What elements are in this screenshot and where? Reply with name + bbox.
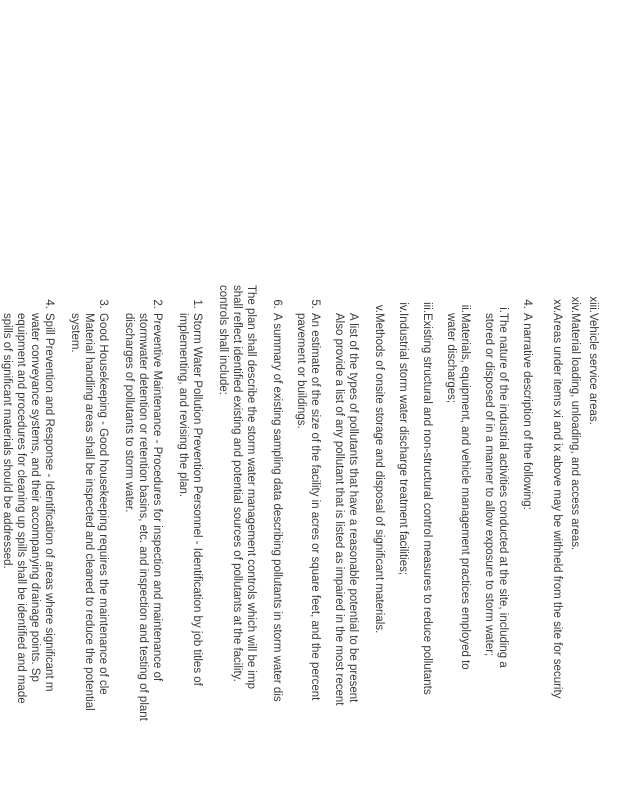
list-item-text: Methods of onsite storage and disposal of significant materials.: [373, 313, 385, 634]
list-item-text: Good Housekeeping - Good housekeeping requires the maintenance of cle: [97, 313, 109, 695]
list-marker: ii.: [459, 304, 471, 313]
list-marker: xiii.: [587, 296, 599, 313]
list-item-continuation: [136, 285, 150, 800]
list-marker: i.: [497, 307, 509, 313]
list-marker: v.: [373, 304, 385, 313]
paragraph-line: [230, 285, 244, 800]
list-item-continuation: [122, 285, 136, 800]
section-text: A summary of existing sampling data describing pollutants in storm water dis: [271, 313, 283, 702]
list-item: [150, 285, 164, 800]
paragraph-line: [216, 285, 230, 800]
list-item-text: stored or disposed of in a manner to allow exposure to storm water;: [483, 313, 495, 657]
list-item-text: implementing, and revising the plan.: [177, 313, 189, 498]
list-marker: 1.: [191, 299, 203, 309]
list-marker: 2.: [151, 299, 163, 309]
section-heading: [308, 285, 322, 800]
list-item: [190, 285, 204, 800]
paragraph-text: A list of the types of pollutants that have a reasonable potential to be present: [347, 313, 359, 703]
list-item: [550, 285, 564, 800]
list-item-continuation: [444, 285, 458, 800]
section-heading: [270, 285, 284, 800]
paragraph-line: [346, 285, 360, 800]
list-item-text: stormwater detention or retention basins, etc. and inspection and testing of plant: [137, 313, 149, 721]
list-item-continuation: [176, 285, 190, 800]
list-marker: 3.: [97, 299, 109, 309]
list-item-text: Spill Prevention and Response - Identification of areas where significant m: [43, 313, 55, 692]
list-marker: iii.: [421, 302, 433, 313]
paragraph-line: [244, 285, 258, 800]
list-marker: xiv.: [569, 296, 581, 313]
section-number: 4.: [521, 299, 533, 309]
list-item-text: Areas under items xi and ix above may be withheld from the site for security: [551, 313, 563, 699]
paragraph-text: The plan shall describe the storm water management controls which will be imp: [245, 285, 257, 689]
list-item: [96, 285, 110, 800]
paragraph-line: [332, 285, 346, 800]
list-item-continuation: [482, 285, 496, 800]
list-item: [372, 285, 386, 800]
paragraph-text: pavement or buildings.: [295, 313, 307, 429]
paragraph-text: controls shall include:: [217, 285, 229, 395]
section-text: A narrative description of the following:: [521, 313, 533, 510]
list-marker: iv.: [397, 302, 409, 313]
list-item: [396, 285, 410, 800]
list-item-text: equipment and procedures for cleaning up spills shall be identified and made: [15, 313, 27, 704]
list-item-text: The nature of the industrial activities conducted at the site, including a: [497, 313, 509, 668]
list-item-continuation: [14, 285, 28, 800]
list-item-text: system.: [69, 313, 81, 353]
list-item: [42, 285, 56, 800]
list-item: [420, 285, 434, 800]
paragraph-text: Also provide a list of any pollutant that is listed as impaired in the most recent: [333, 313, 345, 706]
list-marker: 4.: [43, 299, 55, 309]
list-marker: xv.: [551, 299, 563, 313]
list-item-text: spills of significant materials should be addressed.: [1, 313, 13, 569]
list-item: [586, 285, 600, 800]
list-item-text: water discharges;: [445, 313, 457, 404]
section-text: An estimate of the size of the facility in acres or square feet, and the percent: [309, 313, 321, 701]
list-item-text: Materials, equipment, and vehicle management practices employed to: [459, 313, 471, 670]
section-heading: [520, 285, 534, 800]
list-item-text: discharges of pollutants to storm water.: [123, 313, 135, 513]
list-item-text: Material loading, unloading, and access areas.: [569, 313, 581, 551]
list-item-text: Vehicle service areas.: [587, 313, 599, 425]
list-item-text: Existing structural and non-structural control measures to reduce pollutants: [421, 313, 433, 695]
list-item-continuation: [0, 285, 14, 800]
list-item-continuation: [68, 285, 82, 800]
list-item-text: Industrial storm water discharge treatment facilities;: [397, 313, 409, 576]
list-item-text: water conveyance systems, and their accompanying drainage points. Sp: [29, 313, 41, 682]
paragraph-text: shall reflect identified existing and potential sources of pollutants at the facility.: [231, 285, 243, 682]
list-item: [458, 285, 472, 800]
list-item-text: Material handling areas shall be inspected and cleaned to reduce the potential: [83, 313, 95, 711]
list-item: [496, 285, 510, 800]
paragraph-line: [294, 285, 308, 800]
list-item-text: Preventive Maintenance - Procedures for inspection and maintenance of: [151, 313, 163, 682]
section-number: 6.: [271, 299, 283, 309]
list-item-continuation: [82, 285, 96, 800]
section-number: 5.: [309, 299, 321, 309]
document-body: [0, 285, 600, 800]
list-item-continuation: [28, 285, 42, 800]
list-item-text: Storm Water Pollution Prevention Personnel - Identification by job titles of: [191, 313, 203, 686]
list-item: [568, 285, 582, 800]
